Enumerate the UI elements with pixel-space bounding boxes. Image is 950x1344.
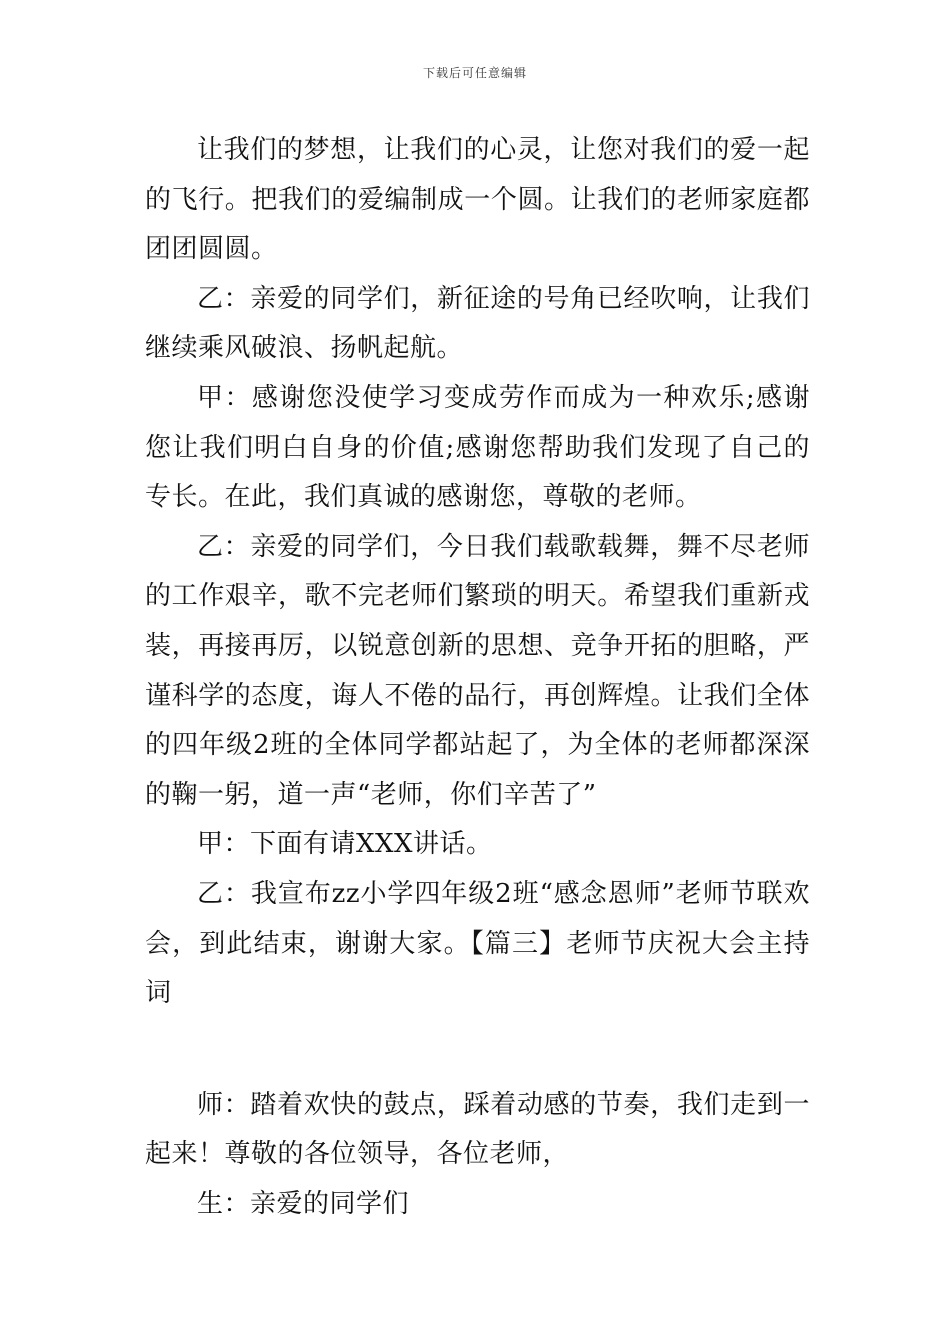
paragraph-dream: 让我们的梦想，让我们的心灵，让您对我们的爱一起的飞行。把我们的爱编制成一个圆。让我们的老师家庭都团团圆圆。 (145, 135, 810, 265)
section-gap (145, 1019, 810, 1081)
paragraph-jia-speech: 甲：下面有请XXX讲话。 (197, 829, 493, 860)
paragraph-yi-closing: 乙：我宣布zz小学四年级2班“感念恩师”老师节联欢会，到此结束，谢谢大家。【篇三】老师节庆祝大会主持词 (145, 878, 810, 1009)
page-header-note: 下载后可任意编辑 (422, 66, 527, 80)
paragraph-student-opening: 生：亲爱的同学们 (197, 1188, 410, 1219)
paragraph-yi-celebration: 乙：亲爱的同学们，今日我们载歌载舞，舞不尽老师的工作艰辛，歌不完老师们繁琐的明天。希望我们重新戎装，再接再厉，以锐意创新的思想、竞争开拓的胆略，严谨科学的态度，诲人不倦的品行，再创辉煌。让我们全体的四年级2班的全体同学都站起了，为全体的老师都深深的鞠一躬，道一声“老师，你们辛苦了” (145, 531, 810, 810)
paragraph-teacher-opening: 师：踏着欢快的鼓点，踩着动感的节奏，我们走到一起来！尊敬的各位领导，各位老师， (145, 1089, 810, 1170)
document-body (145, 126, 810, 1229)
paragraph-yi-new-journey: 乙：亲爱的同学们，新征途的号角已经吹响，让我们继续乘风破浪、扬帆起航。 (145, 283, 810, 364)
paragraph-jia-thanks: 甲：感谢您没使学习变成劳作而成为一种欢乐;感谢您让我们明白自身的价值;感谢您帮助我们发现了自己的专长。在此，我们真诚的感谢您，尊敬的老师。 (145, 382, 810, 513)
